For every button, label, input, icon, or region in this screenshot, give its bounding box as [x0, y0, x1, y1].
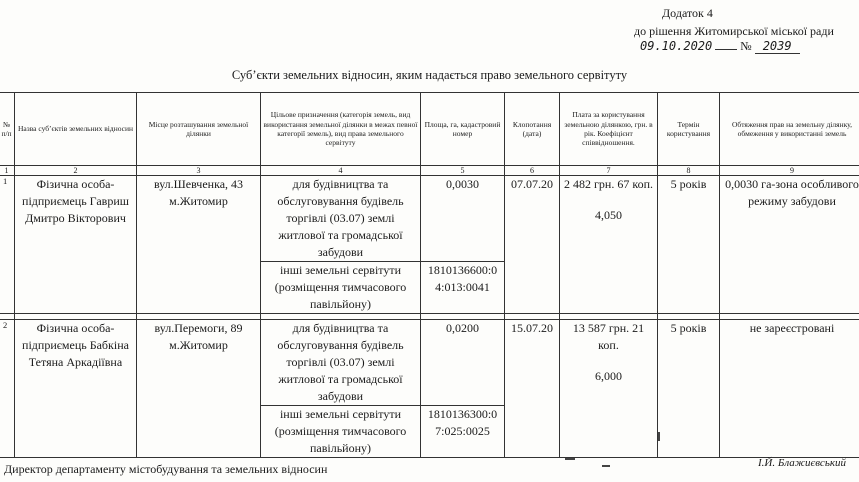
- subject-name: Фізична особа-підприємець Бабкіна Тетяна Аркадіївна: [15, 320, 137, 458]
- cadastral-number: 1810136300:07:025:0025: [421, 406, 505, 458]
- header-cell: Клопотання (дата): [505, 93, 560, 166]
- number-sign: №: [740, 39, 752, 53]
- row-number: 2: [0, 320, 15, 458]
- signatory-name: І.Й. Блажиєвський: [758, 457, 846, 469]
- header-cell: Плата за користування земельною ділянкою, грн. в рік. Коефіцієнт співвідношення.: [560, 93, 658, 166]
- area: 0,0030: [421, 176, 505, 262]
- location: вул.Перемоги, 89 м.Житомир: [137, 320, 261, 458]
- purpose: для будівництва та обслуговування будівель торгівлі (03.07) землі житлової та громадської забудови: [261, 176, 421, 262]
- column-number: 1: [0, 166, 15, 176]
- header-cell: Місце розташування земельної ділянки: [137, 93, 261, 166]
- payment: 2 482 грн. 67 коп.: [564, 177, 653, 191]
- decision-reference: до рішення Житомирської міської ради: [634, 24, 834, 38]
- decision-number: 2039: [755, 39, 800, 54]
- column-number: 7: [560, 166, 658, 176]
- request-date: 07.07.20: [505, 176, 560, 314]
- payment: 13 587 грн. 21 коп.: [572, 321, 645, 352]
- restriction: 0,0030 га-зона особливого режиму забудови: [720, 176, 859, 314]
- coefficient: 6,000: [595, 369, 622, 383]
- payment-cell: [560, 320, 658, 458]
- restriction: не зареєстровані: [720, 320, 859, 458]
- column-number: 4: [261, 166, 421, 176]
- term: 5 років: [658, 176, 720, 314]
- header-cell: Цільове призначення (категорія земель, вид використання земельної ділянки в межах певної категорії земель), вид права земельного сервітуту: [261, 93, 421, 166]
- page-title: Суб’єкти земельних відносин, яким надається право земельного сервітуту: [231, 68, 628, 82]
- column-number: 5: [421, 166, 505, 176]
- header-cell: Назва суб’єктів земельних відносин: [15, 93, 137, 166]
- header-cell: Обтяження прав на земельну ділянку, обмеження у використанні земель: [720, 93, 859, 166]
- column-number: 9: [720, 166, 859, 176]
- servitude-type: інші земельні сервітути (розміщення тимчасового павільйону): [261, 262, 421, 314]
- signatory-position: Директор департаменту містобудування та земельних відносин: [4, 462, 328, 476]
- column-number: 2: [15, 166, 137, 176]
- servitude-type: інші земельні сервітути (розміщення тимчасового павільйону): [261, 406, 421, 458]
- location: вул.Шевченка, 43 м.Житомир: [137, 176, 261, 314]
- request-date: 15.07.20: [505, 320, 560, 458]
- decision-date: 09.10.2020: [640, 39, 713, 53]
- column-number: 3: [137, 166, 261, 176]
- payment-cell: [560, 176, 658, 314]
- column-number: 6: [505, 166, 560, 176]
- appendix-label: Додаток 4: [662, 6, 713, 20]
- header-cell: Площа, га, кадастровий номер: [421, 93, 505, 166]
- header-cell: № п/п: [0, 93, 15, 166]
- header-row: [0, 93, 859, 166]
- header-cell: Термін користування: [658, 93, 720, 166]
- servitude-table: [0, 92, 859, 458]
- table-row: [0, 320, 859, 406]
- column-number: 8: [658, 166, 720, 176]
- row-number: 1: [0, 176, 15, 314]
- table-row: [0, 176, 859, 262]
- decision-date-number: [640, 39, 800, 54]
- purpose: для будівництва та обслуговування будівель торгівлі (03.07) землі житлової та громадської забудови: [261, 320, 421, 406]
- area: 0,0200: [421, 320, 505, 406]
- column-number-row: [0, 166, 859, 176]
- stamp-mark: [565, 458, 575, 460]
- subject-name: Фізична особа-підприємець Гавриш Дмитро Вікторович: [15, 176, 137, 314]
- stamp-mark: [658, 432, 660, 441]
- term: 5 років: [658, 320, 720, 458]
- cadastral-number: 1810136600:04:013:0041: [421, 262, 505, 314]
- coefficient: 4,050: [595, 208, 622, 222]
- stamp-mark: [602, 465, 610, 467]
